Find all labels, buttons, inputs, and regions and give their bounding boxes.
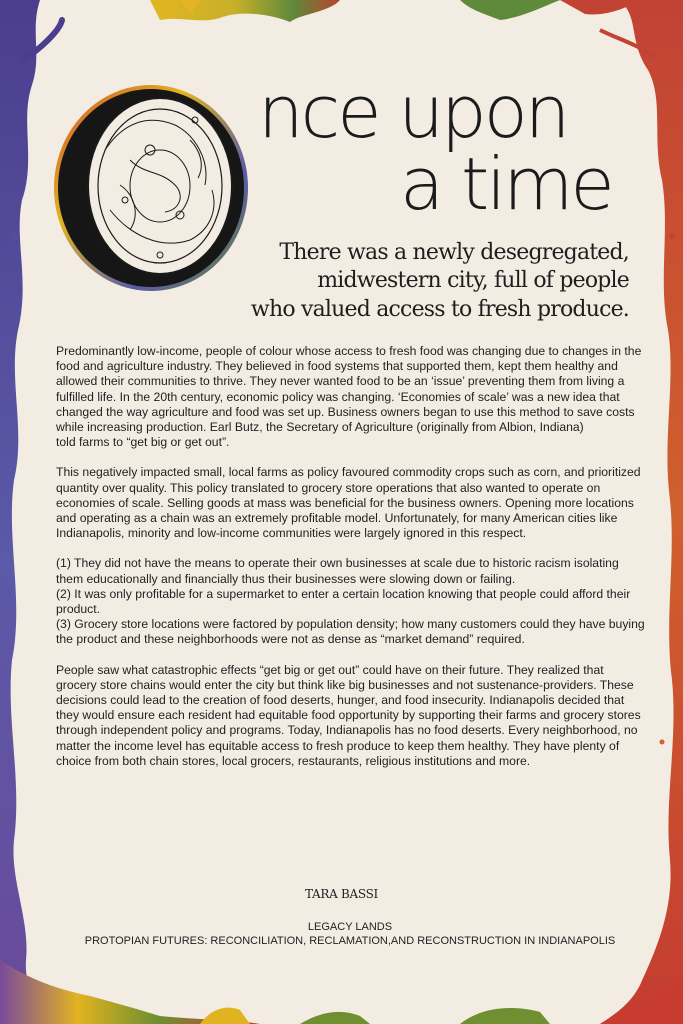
paragraph-2: This negatively impacted small, local farms as policy favoured commodity crops such as corn, and prioritized quantity over quality. This policy translated to grocery store operations that also wanted to operate on economies of scale. Selling goods at mass was beneficial for the business owners. Opening more locations and operating as a chain was an extremely profitable model. Unfortunately, for many American cities like Indianapolis, minority and low-income communities were largely ignored in this respect. bbox=[56, 465, 641, 541]
credits-line-1: LEGACY LANDS bbox=[307, 921, 393, 933]
paragraph-1: Predominantly low-income, people of colour whose access to fresh food was changing due to changes in the food and agriculture industry. They believed in food systems that supported them, kept them healthy and allowed their communities to thrive. They never wanted food to be an ‘issue’ preventing them from living a fulfilled life. In the 20th century, economic policy was changing. ‘Economies of scale’ was a new idea that changed the way agriculture and food was set up. Business owners began to use this method to save costs while increasing production. Earl Butz, the Secretary of Agriculture (originally from Albion, Indiana) told farms to “get big or get out”. bbox=[56, 344, 642, 450]
subtitle-line-1: There was a newly desegregated, bbox=[279, 240, 629, 265]
title-line-2: a time bbox=[400, 142, 612, 226]
left-border-splash bbox=[0, 0, 50, 1024]
paragraph-3: (1) They did not have the means to operate their own businesses at scale due to historic racism isolating them educationally and financially thus their businesses were slowing down or failing. (2) It was only profitable for a supermarket to enter a certain location knowing that people could afford their product. (3) Grocery store locations were factored by population density; how many customers could they have buying the product and these neighborhoods were not as dense as “market demand” required. bbox=[56, 556, 645, 647]
subtitle-line-2: midwestern city, full of people bbox=[317, 268, 629, 293]
drop-cap-o-graphic bbox=[54, 85, 248, 291]
credits-line-2: PROTOPIAN FUTURES: RECONCILIATION, RECLAMATION,AND RECONSTRUCTION IN INDIANAPOLIS bbox=[84, 935, 616, 947]
story-body bbox=[56, 344, 646, 784]
paragraph-4: People saw what catastrophic effects “get big or get out” could have on their future. They realized that grocery store chains would enter the city but think like big businesses and not sustenance-providers. These decisions could lead to the creation of food deserts, hunger, and food insecurity. Indianapolis decided that they would ensure each resident had equitable food opportunity by supporting their farms and grocery stores through independent policy and programs. Today, Indianapolis has no food deserts. Every neighborhood, no matter the income level has equitable access to fresh produce to keep them healthy. They have plenty of choice from both chain stores, local grocers, restaurants, religious institutions and more. bbox=[56, 662, 641, 768]
title-line-1: nce upon bbox=[258, 70, 568, 154]
ornament-disc bbox=[88, 98, 232, 274]
top-border-splash bbox=[150, 0, 340, 22]
author-name: TARA BASSI bbox=[305, 887, 378, 901]
subtitle-line-3: who valued access to fresh produce. bbox=[250, 297, 629, 322]
credits bbox=[0, 920, 683, 948]
